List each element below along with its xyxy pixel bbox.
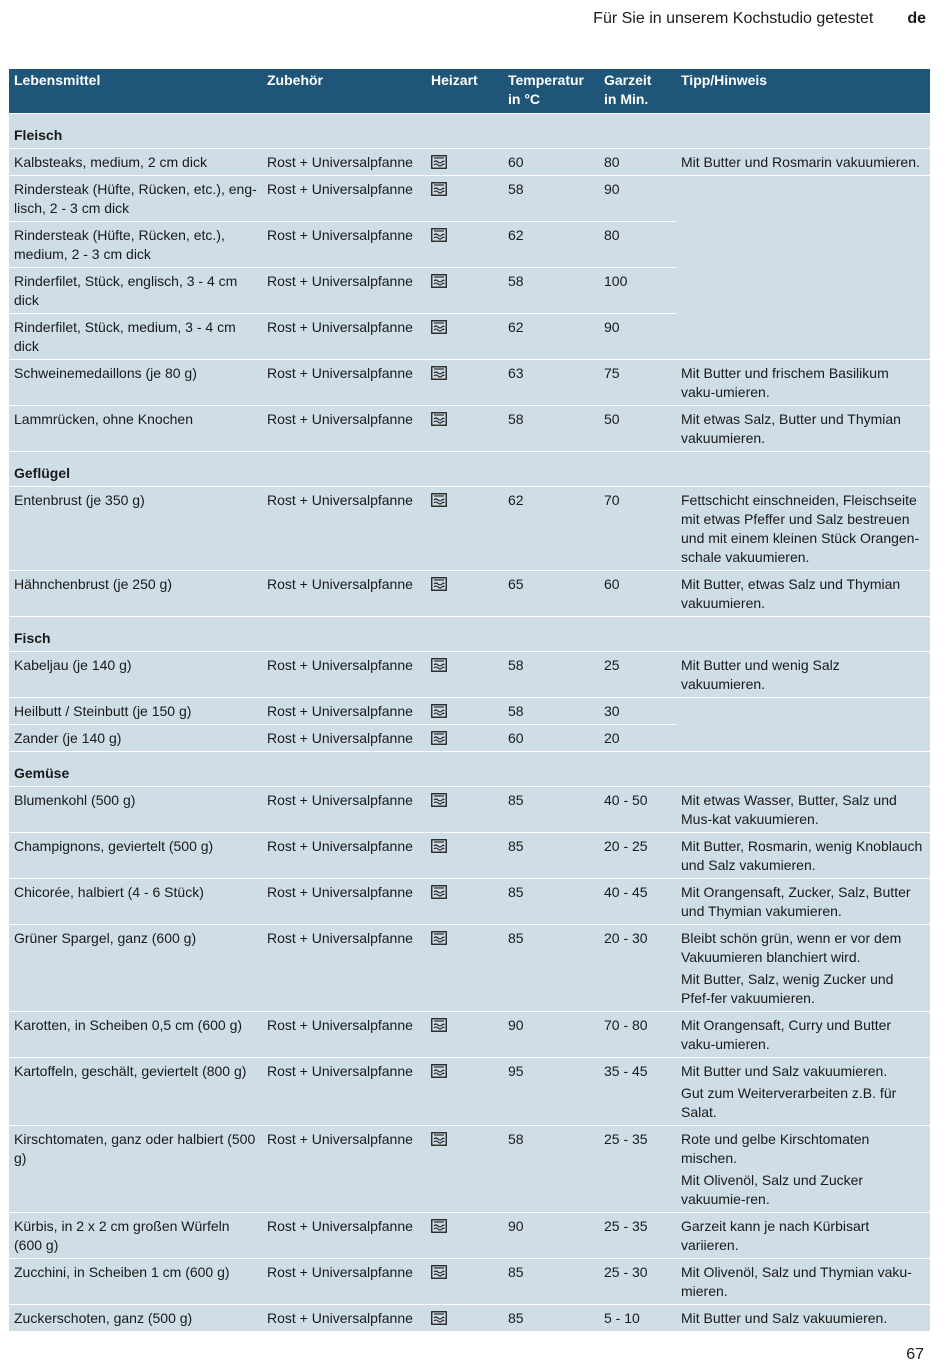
food-cell: Chicorée, halbiert (4 - 6 Stück): [9, 879, 262, 925]
heating-cell: [426, 222, 503, 268]
table-row: [9, 360, 930, 406]
accessory-cell: Rost + Universalpfanne: [262, 1305, 426, 1332]
temperature-cell: 85: [503, 833, 599, 879]
heating-cell: [426, 879, 503, 925]
food-cell: Karotten, in Scheiben 0,5 cm (600 g): [9, 1012, 262, 1058]
table-row: [9, 176, 930, 222]
temperature-cell: 85: [503, 787, 599, 833]
heating-cell: [426, 652, 503, 698]
accessory-cell: Rost + Universalpfanne: [262, 725, 426, 752]
tip-cell: [676, 1058, 930, 1126]
tip-cell: [676, 487, 930, 571]
tip-cell: [676, 698, 930, 752]
temperature-cell: 58: [503, 176, 599, 222]
table-row: [9, 406, 930, 452]
section-title: Fleisch: [9, 114, 930, 149]
heating-cell: [426, 1126, 503, 1213]
time-cell: 25 - 30: [599, 1259, 676, 1305]
table-row: [9, 1012, 930, 1058]
food-cell: Heilbutt / Steinbutt (je 150 g): [9, 698, 262, 725]
col-header-temp-line1: Temperatur: [508, 72, 584, 88]
food-cell: Rinderfilet, Stück, englisch, 3 - 4 cm dick: [9, 268, 262, 314]
heating-cell: [426, 1259, 503, 1305]
food-cell: Zander (je 140 g): [9, 725, 262, 752]
accessory-cell: Rost + Universalpfanne: [262, 222, 426, 268]
table-row: [9, 925, 930, 1012]
temperature-cell: 58: [503, 652, 599, 698]
col-header-time: [599, 69, 676, 114]
food-cell: Zucchini, in Scheiben 1 cm (600 g): [9, 1259, 262, 1305]
accessory-cell: Rost + Universalpfanne: [262, 1213, 426, 1259]
temperature-cell: 62: [503, 487, 599, 571]
heating-cell: [426, 268, 503, 314]
time-cell: 70 - 80: [599, 1012, 676, 1058]
table-row: [9, 1305, 930, 1332]
tip-text: Fettschicht einschneiden, Fleischseite mit etwas Pfeffer und Salz bestreuen und mit einem kleinen Stück Orangen-schale vakuumieren.: [681, 492, 920, 565]
table-row: [9, 1213, 930, 1259]
sous-vide-icon: [431, 1219, 447, 1233]
sous-vide-icon: [431, 839, 447, 853]
accessory-cell: Rost + Universalpfanne: [262, 487, 426, 571]
accessory-cell: Rost + Universalpfanne: [262, 698, 426, 725]
table-header-row: [9, 69, 930, 114]
table-row: [9, 1126, 930, 1213]
food-cell: Hähnchenbrust (je 250 g): [9, 571, 262, 617]
table-body: [9, 114, 930, 1332]
sous-vide-icon: [431, 493, 447, 507]
temperature-cell: 58: [503, 268, 599, 314]
time-cell: 90: [599, 314, 676, 360]
temperature-cell: 65: [503, 571, 599, 617]
tip-cell: [676, 925, 930, 1012]
col-header-accessory: Zubehör: [262, 69, 426, 114]
tip-cell: [676, 1012, 930, 1058]
time-cell: 70: [599, 487, 676, 571]
page-number: 67: [906, 1346, 924, 1363]
accessory-cell: Rost + Universalpfanne: [262, 879, 426, 925]
section-title: Geflügel: [9, 452, 930, 487]
accessory-cell: Rost + Universalpfanne: [262, 406, 426, 452]
heating-cell: [426, 787, 503, 833]
heating-cell: [426, 725, 503, 752]
sous-vide-icon: [431, 793, 447, 807]
table-row: [9, 879, 930, 925]
table-row: [9, 833, 930, 879]
accessory-cell: Rost + Universalpfanne: [262, 1126, 426, 1213]
tip-cell: [676, 571, 930, 617]
tip-cell: [676, 176, 930, 360]
sous-vide-icon: [431, 577, 447, 591]
heating-cell: [426, 487, 503, 571]
temperature-cell: 62: [503, 314, 599, 360]
food-cell: Entenbrust (je 350 g): [9, 487, 262, 571]
time-cell: 5 - 10: [599, 1305, 676, 1332]
food-cell: Kürbis, in 2 x 2 cm großen Würfeln (600 g): [9, 1213, 262, 1259]
heating-cell: [426, 833, 503, 879]
tip-text: Mit etwas Wasser, Butter, Salz und Mus-kat vakuumieren.: [681, 792, 897, 827]
sous-vide-icon: [431, 412, 447, 426]
tip-cell: [676, 787, 930, 833]
tip-text: Mit Butter und Salz vakuumieren.: [681, 1063, 888, 1079]
tip-cell: [676, 833, 930, 879]
section-title: Fisch: [9, 617, 930, 652]
tip-cell: [676, 1126, 930, 1213]
tip-cell: [676, 406, 930, 452]
accessory-cell: Rost + Universalpfanne: [262, 925, 426, 1012]
accessory-cell: Rost + Universalpfanne: [262, 571, 426, 617]
temperature-cell: 58: [503, 406, 599, 452]
tip-text: Mit etwas Salz, Butter und Thymian vakuumieren.: [681, 411, 901, 446]
sous-vide-icon: [431, 1064, 447, 1078]
time-cell: 75: [599, 360, 676, 406]
tip-text: Bleibt schön grün, wenn er vor dem Vakuumieren blanchiert wird.: [681, 930, 902, 965]
col-header-food: Lebensmittel: [9, 69, 262, 114]
sous-vide-icon: [431, 704, 447, 718]
heating-cell: [426, 406, 503, 452]
accessory-cell: Rost + Universalpfanne: [262, 652, 426, 698]
time-cell: 20 - 25: [599, 833, 676, 879]
table-row: [9, 787, 930, 833]
tip-text: Mit Butter und wenig Salz vakuumieren.: [681, 657, 840, 692]
time-cell: 35 - 45: [599, 1058, 676, 1126]
tip-text-secondary: Gut zum Weiterverarbeiten z.B. für Salat.: [681, 1085, 897, 1120]
food-cell: Rindersteak (Hüfte, Rücken, etc.), eng-lisch, 2 - 3 cm dick: [9, 176, 262, 222]
col-header-heating: Heizart: [426, 69, 503, 114]
food-cell: Kartoffeln, geschält, geviertelt (800 g): [9, 1058, 262, 1126]
sous-vide-icon: [431, 885, 447, 899]
temperature-cell: 62: [503, 222, 599, 268]
sous-vide-icon: [431, 228, 447, 242]
tip-text: Mit Butter und Rosmarin vakuumieren.: [681, 154, 920, 170]
food-cell: Blumenkohl (500 g): [9, 787, 262, 833]
sous-vide-icon: [431, 731, 447, 745]
page-header: [593, 8, 926, 30]
heating-cell: [426, 1012, 503, 1058]
table-row: [9, 571, 930, 617]
sous-vide-icon: [431, 320, 447, 334]
time-cell: 80: [599, 149, 676, 176]
tip-cell: [676, 652, 930, 698]
food-cell: Kabeljau (je 140 g): [9, 652, 262, 698]
tip-text: Mit Orangensaft, Curry und Butter vaku-umieren.: [681, 1017, 892, 1052]
section-title: Gemüse: [9, 752, 930, 787]
language-code: de: [907, 10, 926, 27]
col-header-tip: Tipp/Hinweis: [676, 69, 930, 114]
food-cell: Lammrücken, ohne Knochen: [9, 406, 262, 452]
time-cell: 25 - 35: [599, 1126, 676, 1213]
heating-cell: [426, 1305, 503, 1332]
col-header-temp: [503, 69, 599, 114]
tip-text: Mit Butter und frischem Basilikum vaku-umieren.: [681, 365, 889, 400]
section-row-fleisch: [9, 114, 930, 149]
table-row: [9, 652, 930, 698]
header-title: Für Sie in unserem Kochstudio getestet: [593, 10, 874, 27]
tip-text-secondary: Mit Olivenöl, Salz und Zucker vakuumie-ren.: [681, 1172, 864, 1207]
tip-text: Garzeit kann je nach Kürbisart variieren.: [681, 1218, 870, 1253]
tip-text: Mit Orangensaft, Zucker, Salz, Butter und Thymian vakumieren.: [681, 884, 911, 919]
accessory-cell: Rost + Universalpfanne: [262, 1058, 426, 1126]
section-row-fisch: [9, 617, 930, 652]
heating-cell: [426, 925, 503, 1012]
tip-text: Rote und gelbe Kirschtomaten mischen.: [681, 1131, 870, 1166]
table-row: [9, 698, 930, 725]
temperature-cell: 85: [503, 925, 599, 1012]
time-cell: 20 - 30: [599, 925, 676, 1012]
time-cell: 60: [599, 571, 676, 617]
col-header-temp-line2: in °C: [508, 91, 541, 107]
time-cell: 100: [599, 268, 676, 314]
time-cell: 80: [599, 222, 676, 268]
sous-vide-icon: [431, 366, 447, 380]
temperature-cell: 60: [503, 149, 599, 176]
tip-cell: [676, 1305, 930, 1332]
food-cell: Zuckerschoten, ganz (500 g): [9, 1305, 262, 1332]
table-row: [9, 1259, 930, 1305]
time-cell: 90: [599, 176, 676, 222]
food-cell: Champignons, geviertelt (500 g): [9, 833, 262, 879]
time-cell: 20: [599, 725, 676, 752]
time-cell: 40 - 45: [599, 879, 676, 925]
tip-cell: [676, 1213, 930, 1259]
tip-cell: [676, 360, 930, 406]
temperature-cell: 95: [503, 1058, 599, 1126]
accessory-cell: Rost + Universalpfanne: [262, 149, 426, 176]
sous-vide-icon: [431, 155, 447, 169]
tip-text: Mit Butter, Rosmarin, wenig Knoblauch und Salz vakumieren.: [681, 838, 923, 873]
tip-cell: [676, 1259, 930, 1305]
time-cell: 50: [599, 406, 676, 452]
table-row: [9, 149, 930, 176]
accessory-cell: Rost + Universalpfanne: [262, 314, 426, 360]
food-cell: Grüner Spargel, ganz (600 g): [9, 925, 262, 1012]
time-cell: 25: [599, 652, 676, 698]
accessory-cell: Rost + Universalpfanne: [262, 1012, 426, 1058]
temperature-cell: 63: [503, 360, 599, 406]
tip-cell: [676, 879, 930, 925]
section-row-gemuese: [9, 752, 930, 787]
food-cell: Schweinemedaillons (je 80 g): [9, 360, 262, 406]
food-cell: Kirschtomaten, ganz oder halbiert (500 g): [9, 1126, 262, 1213]
section-row-gefluegel: [9, 452, 930, 487]
temperature-cell: 85: [503, 1259, 599, 1305]
temperature-cell: 85: [503, 879, 599, 925]
temperature-cell: 85: [503, 1305, 599, 1332]
col-header-time-line1: Garzeit: [604, 72, 652, 88]
sous-vide-icon: [431, 1265, 447, 1279]
accessory-cell: Rost + Universalpfanne: [262, 268, 426, 314]
food-cell: Kalbsteaks, medium, 2 cm dick: [9, 149, 262, 176]
tip-cell: [676, 149, 930, 176]
time-cell: 40 - 50: [599, 787, 676, 833]
food-cell: Rinderfilet, Stück, medium, 3 - 4 cm dick: [9, 314, 262, 360]
temperature-cell: 60: [503, 725, 599, 752]
accessory-cell: Rost + Universalpfanne: [262, 360, 426, 406]
tip-text: Mit Olivenöl, Salz und Thymian vaku-mieren.: [681, 1264, 912, 1299]
cooking-table: [9, 69, 930, 1331]
heating-cell: [426, 698, 503, 725]
food-cell: Rindersteak (Hüfte, Rücken, etc.), medium, 2 - 3 cm dick: [9, 222, 262, 268]
accessory-cell: Rost + Universalpfanne: [262, 1259, 426, 1305]
accessory-cell: Rost + Universalpfanne: [262, 833, 426, 879]
accessory-cell: Rost + Universalpfanne: [262, 176, 426, 222]
heating-cell: [426, 1213, 503, 1259]
temperature-cell: 90: [503, 1213, 599, 1259]
accessory-cell: Rost + Universalpfanne: [262, 787, 426, 833]
heating-cell: [426, 360, 503, 406]
sous-vide-icon: [431, 658, 447, 672]
sous-vide-icon: [431, 931, 447, 945]
time-cell: 30: [599, 698, 676, 725]
sous-vide-icon: [431, 182, 447, 196]
col-header-time-line2: in Min.: [604, 91, 649, 107]
table-row: [9, 1058, 930, 1126]
temperature-cell: 58: [503, 1126, 599, 1213]
time-cell: 25 - 35: [599, 1213, 676, 1259]
temperature-cell: 90: [503, 1012, 599, 1058]
sous-vide-icon: [431, 1132, 447, 1146]
heating-cell: [426, 314, 503, 360]
sous-vide-icon: [431, 1311, 447, 1325]
heating-cell: [426, 1058, 503, 1126]
heating-cell: [426, 149, 503, 176]
temperature-cell: 58: [503, 698, 599, 725]
heating-cell: [426, 571, 503, 617]
tip-text: Mit Butter, etwas Salz und Thymian vakuumieren.: [681, 576, 901, 611]
sous-vide-icon: [431, 274, 447, 288]
tip-text-secondary: Mit Butter, Salz, wenig Zucker und Pfef-fer vakuumieren.: [681, 971, 894, 1006]
heating-cell: [426, 176, 503, 222]
sous-vide-icon: [431, 1018, 447, 1032]
tip-text: Mit Butter und Salz vakuumieren.: [681, 1310, 888, 1326]
table-row: [9, 487, 930, 571]
